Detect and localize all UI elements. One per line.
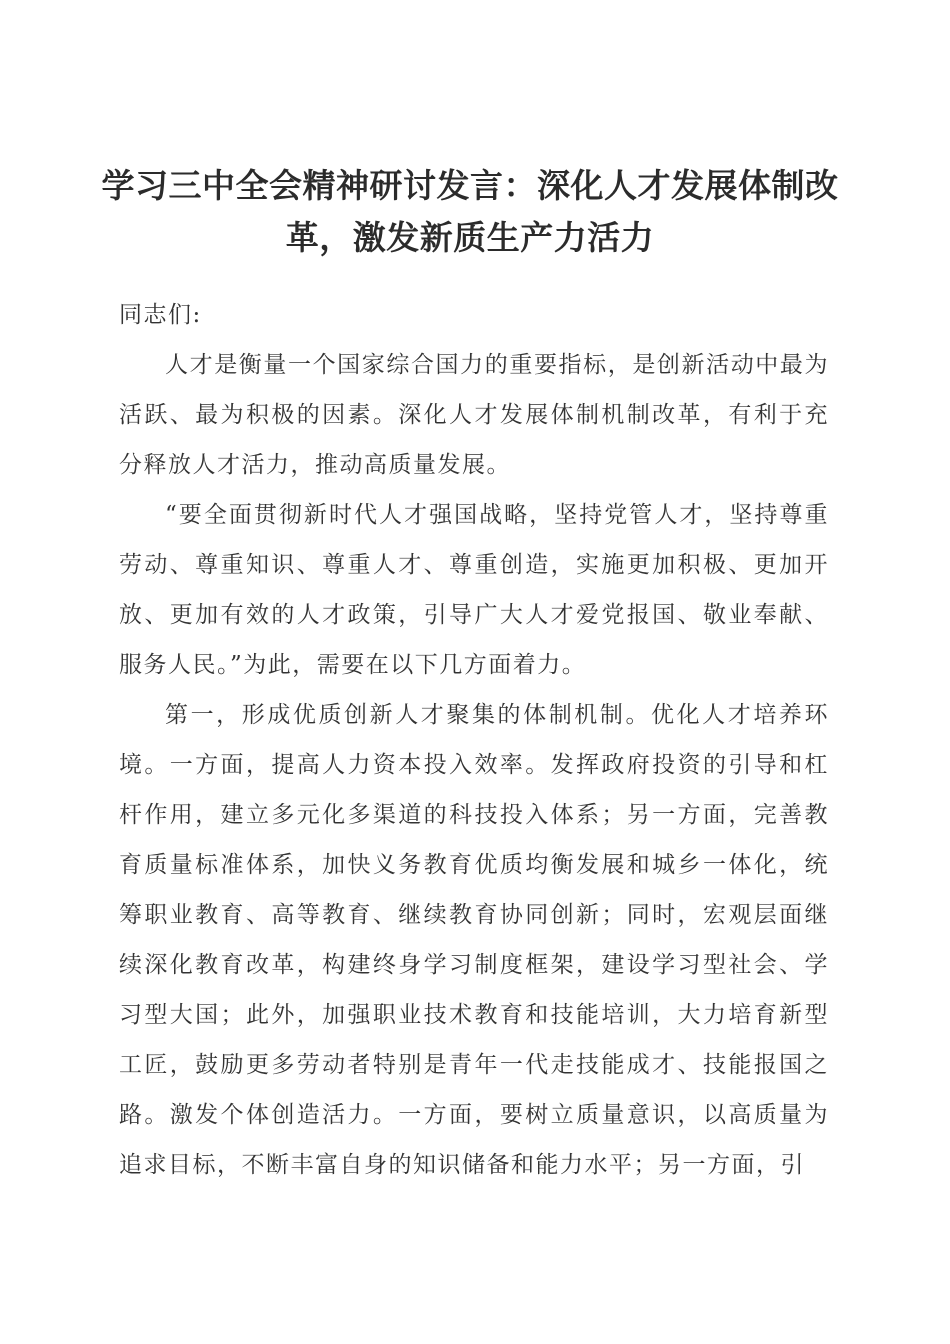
paragraph-intro: 人才是衡量一个国家综合国力的重要指标，是创新活动中最为活跃、最为积极的因素。深化人才发展体制机制改革，有利于充分释放人才活力，推动高质量发展。 <box>119 352 829 478</box>
paragraph-quote: “要全面贯彻新时代人才强国战略，坚持党管人才，坚持尊重劳动、尊重知识、尊重人才、尊重创造，实施更加积极、更加开放、更加有效的人才政策，引导广大人才爱党报国、敬业奉献、服务人民。”为此，需要在以下几方面着力。 <box>119 502 829 678</box>
document-body <box>119 290 829 1190</box>
document-title: 学习三中全会精神研讨发言：深化人才发展体制改革，激发新质生产力活力 <box>101 166 839 257</box>
salutation: 同志们: <box>119 302 202 328</box>
paragraph-first-point: 第一，形成优质创新人才聚集的体制机制。优化人才培养环境。一方面，提高人力资本投入效率。发挥政府投资的引导和杠杆作用，建立多元化多渠道的科技投入体系；另一方面，完善教育质量标准体系，加快义务教育优质均衡发展和城乡一体化，统筹职业教育、高等教育、继续教育协同创新；同时，宏观层面继续深化教育改革，构建终身学习制度框架，建设学习型社会、学习型大国；此外，加强职业技术教育和技能培训，大力培育新型工匠，鼓励更多劳动者特别是青年一代走技能成才、技能报国之路。激发个体创造活力。一方面，要树立质量意识，以高质量为追求目标，不断丰富自身的知识储备和能力水平；另一方面，引 <box>119 702 829 1178</box>
